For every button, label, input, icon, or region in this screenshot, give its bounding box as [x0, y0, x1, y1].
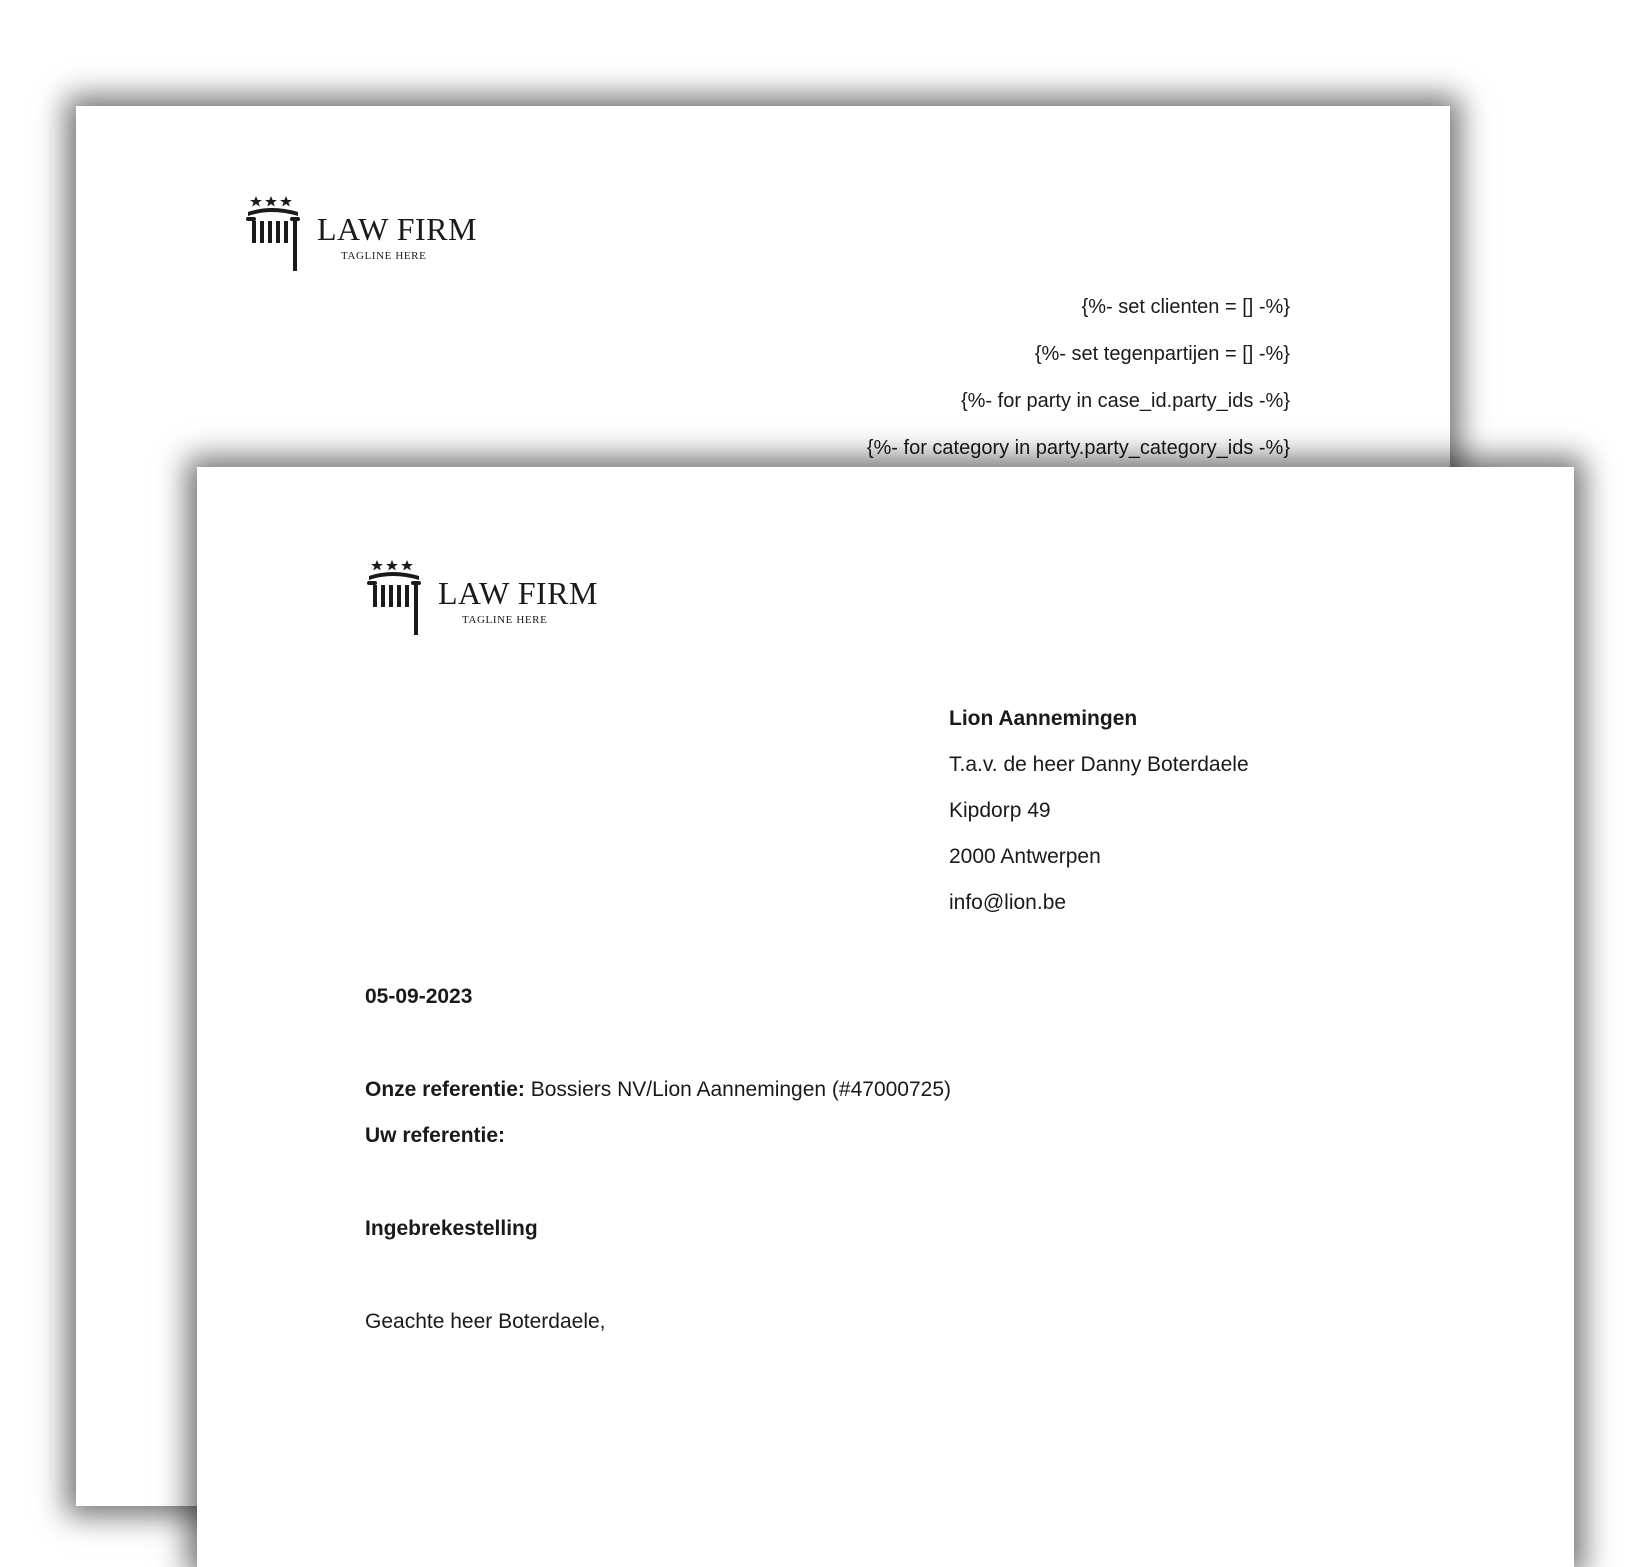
logo-tagline: TAGLINE HERE [462, 614, 548, 626]
law-firm-logo [365, 554, 605, 640]
pillar-icon [244, 190, 308, 276]
law-firm-logo [244, 190, 484, 276]
your-reference-label: Uw referentie: [365, 1124, 506, 1147]
template-code-line: {%- for party in case_id.party_ids -%} [960, 390, 1290, 412]
recipient-email: info@lion.be [949, 891, 1067, 914]
logo-brand: LAW FIRM [317, 211, 477, 247]
letter-salutation: Geachte heer Boterdaele, [365, 1310, 606, 1333]
template-code-line: {%- set tegenpartijen = [] -%} [1034, 343, 1290, 365]
recipient-name: Lion Aannemingen [949, 707, 1138, 730]
recipient-attention: T.a.v. de heer Danny Boterdaele [949, 753, 1249, 776]
logo-tagline: TAGLINE HERE [341, 250, 427, 262]
letter-date: 05-09-2023 [365, 985, 473, 1008]
logo-brand: LAW FIRM [438, 575, 598, 611]
letter-subject: Ingebrekestelling [365, 1217, 538, 1240]
our-reference-line [365, 1078, 951, 1102]
recipient-street: Kipdorp 49 [949, 799, 1051, 822]
generated-letter-page [197, 467, 1574, 1567]
template-code-line: {%- for category in party.party_category_ids -%} [866, 437, 1290, 459]
our-reference-value: Bossiers NV/Lion Aannemingen (#47000725) [530, 1078, 952, 1101]
our-reference-label: Onze referentie: [365, 1078, 525, 1101]
recipient-city: 2000 Antwerpen [949, 845, 1101, 868]
template-code-line: {%- set clienten = [] -%} [1081, 296, 1290, 318]
pillar-icon [365, 554, 429, 640]
